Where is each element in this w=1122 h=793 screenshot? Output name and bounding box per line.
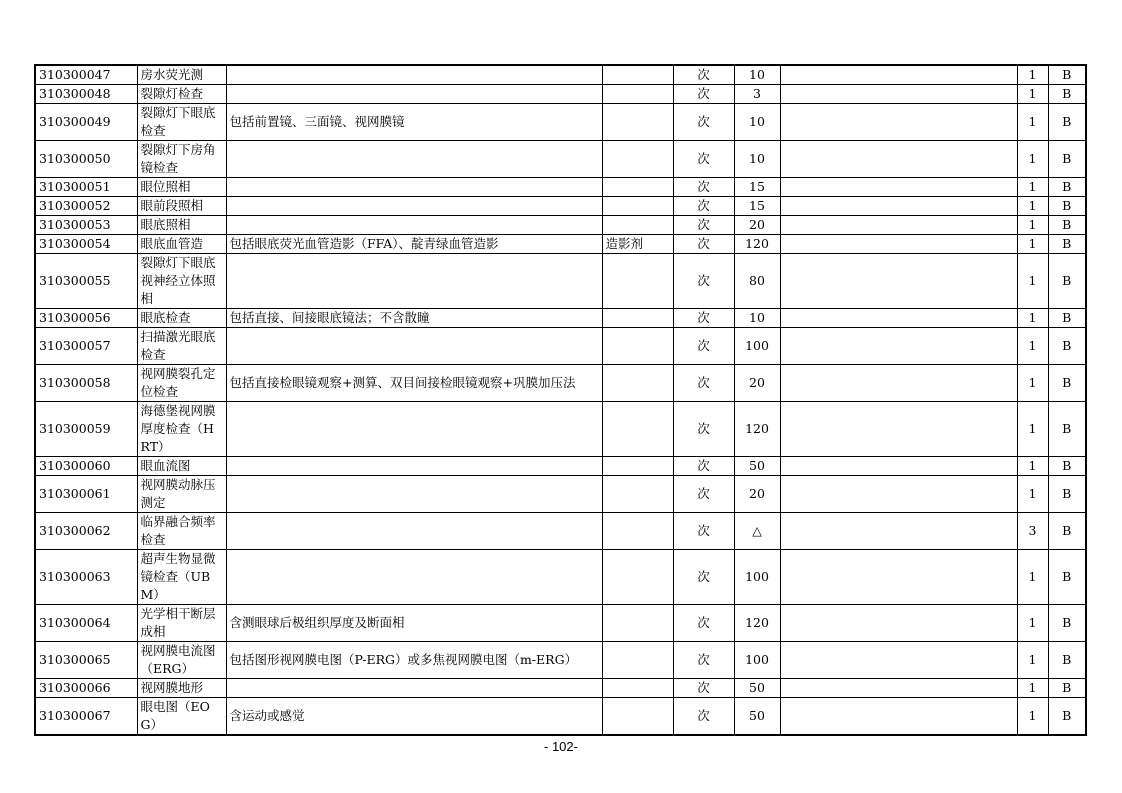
price-cell: 10 (734, 104, 780, 141)
note-cell (780, 476, 1017, 513)
item-name-cell: 眼底血管造 (137, 235, 226, 254)
excluded-content-cell (602, 402, 673, 457)
excluded-content-cell (602, 550, 673, 605)
item-name-cell: 裂隙灯下房角镜检查 (137, 141, 226, 178)
table-row (35, 104, 1086, 141)
note-cell (780, 679, 1017, 698)
unit-cell: 次 (673, 141, 734, 178)
price-cell: 20 (734, 365, 780, 402)
table-row (35, 476, 1086, 513)
item-code-cell: 310300060 (35, 457, 137, 476)
note-cell (780, 365, 1017, 402)
excluded-content-cell (602, 197, 673, 216)
grade-cell: B (1048, 197, 1086, 216)
quantity-cell: 1 (1017, 642, 1048, 679)
price-cell: 10 (734, 141, 780, 178)
item-content-cell (226, 197, 602, 216)
table-row (35, 679, 1086, 698)
note-cell (780, 642, 1017, 679)
table-row (35, 365, 1086, 402)
item-name-cell: 视网膜地形 (137, 679, 226, 698)
note-cell (780, 550, 1017, 605)
unit-cell: 次 (673, 605, 734, 642)
grade-cell: B (1048, 679, 1086, 698)
item-code-cell: 310300064 (35, 605, 137, 642)
item-name-cell: 扫描激光眼底检查 (137, 328, 226, 365)
note-cell (780, 457, 1017, 476)
item-content-cell (226, 679, 602, 698)
table-row (35, 197, 1086, 216)
table-row (35, 235, 1086, 254)
item-content-cell (226, 65, 602, 85)
item-content-cell: 含测眼球后极组织厚度及断面相 (226, 605, 602, 642)
excluded-content-cell (602, 476, 673, 513)
grade-cell: B (1048, 216, 1086, 235)
quantity-cell: 1 (1017, 178, 1048, 197)
item-content-cell (226, 328, 602, 365)
quantity-cell: 1 (1017, 402, 1048, 457)
price-cell: 120 (734, 605, 780, 642)
excluded-content-cell (602, 141, 673, 178)
table-row (35, 698, 1086, 736)
quantity-cell: 1 (1017, 550, 1048, 605)
item-name-cell: 裂隙灯下眼底视神经立体照相 (137, 254, 226, 309)
quantity-cell: 1 (1017, 679, 1048, 698)
item-content-cell: 含运动或感觉 (226, 698, 602, 736)
table-row (35, 216, 1086, 235)
item-content-cell (226, 550, 602, 605)
grade-cell: B (1048, 457, 1086, 476)
item-code-cell: 310300049 (35, 104, 137, 141)
note-cell (780, 235, 1017, 254)
item-name-cell: 眼前段照相 (137, 197, 226, 216)
item-content-cell: 包括直接检眼镜观察+测算、双目间接检眼镜观察+巩膜加压法 (226, 365, 602, 402)
item-name-cell: 眼底检查 (137, 309, 226, 328)
table-row (35, 65, 1086, 85)
fee-schedule-table (34, 64, 1087, 736)
quantity-cell: 1 (1017, 85, 1048, 104)
quantity-cell: 1 (1017, 309, 1048, 328)
price-cell: 15 (734, 197, 780, 216)
grade-cell: B (1048, 402, 1086, 457)
quantity-cell: 1 (1017, 235, 1048, 254)
grade-cell: B (1048, 365, 1086, 402)
item-code-cell: 310300056 (35, 309, 137, 328)
quantity-cell: 1 (1017, 65, 1048, 85)
price-cell: 100 (734, 642, 780, 679)
unit-cell: 次 (673, 254, 734, 309)
table-row (35, 642, 1086, 679)
grade-cell: B (1048, 328, 1086, 365)
grade-cell: B (1048, 254, 1086, 309)
item-content-cell (226, 85, 602, 104)
item-name-cell: 光学相干断层成相 (137, 605, 226, 642)
unit-cell: 次 (673, 309, 734, 328)
unit-cell: 次 (673, 550, 734, 605)
table-row (35, 402, 1086, 457)
excluded-content-cell (602, 254, 673, 309)
grade-cell: B (1048, 104, 1086, 141)
item-name-cell: 视网膜动脉压测定 (137, 476, 226, 513)
price-cell: 20 (734, 476, 780, 513)
quantity-cell: 1 (1017, 254, 1048, 309)
excluded-content-cell (602, 513, 673, 550)
item-content-cell (226, 476, 602, 513)
item-name-cell: 临界融合频率检查 (137, 513, 226, 550)
quantity-cell: 1 (1017, 605, 1048, 642)
item-name-cell: 眼血流图 (137, 457, 226, 476)
price-cell: 50 (734, 679, 780, 698)
item-content-cell (226, 254, 602, 309)
item-code-cell: 310300065 (35, 642, 137, 679)
table-row (35, 550, 1086, 605)
excluded-content-cell (602, 85, 673, 104)
table-row (35, 254, 1086, 309)
quantity-cell: 1 (1017, 104, 1048, 141)
quantity-cell: 1 (1017, 141, 1048, 178)
item-code-cell: 310300058 (35, 365, 137, 402)
item-code-cell: 310300051 (35, 178, 137, 197)
price-cell: 20 (734, 216, 780, 235)
quantity-cell: 1 (1017, 216, 1048, 235)
item-name-cell: 视网膜裂孔定位检查 (137, 365, 226, 402)
price-cell: 50 (734, 698, 780, 736)
unit-cell: 次 (673, 104, 734, 141)
item-content-cell (226, 216, 602, 235)
note-cell (780, 254, 1017, 309)
item-content-cell (226, 402, 602, 457)
item-code-cell: 310300059 (35, 402, 137, 457)
note-cell (780, 513, 1017, 550)
grade-cell: B (1048, 235, 1086, 254)
grade-cell: B (1048, 65, 1086, 85)
item-name-cell: 超声生物显微镜检查（UBM） (137, 550, 226, 605)
excluded-content-cell (602, 605, 673, 642)
unit-cell: 次 (673, 642, 734, 679)
item-code-cell: 310300062 (35, 513, 137, 550)
table-row (35, 178, 1086, 197)
unit-cell: 次 (673, 679, 734, 698)
price-cell: 100 (734, 550, 780, 605)
price-cell: △ (734, 513, 780, 550)
excluded-content-cell (602, 309, 673, 328)
excluded-content-cell (602, 104, 673, 141)
excluded-content-cell (602, 65, 673, 85)
unit-cell: 次 (673, 328, 734, 365)
price-cell: 50 (734, 457, 780, 476)
item-name-cell: 眼位照相 (137, 178, 226, 197)
grade-cell: B (1048, 85, 1086, 104)
unit-cell: 次 (673, 235, 734, 254)
excluded-content-cell: 造影剂 (602, 235, 673, 254)
item-content-cell (226, 513, 602, 550)
item-name-cell: 房水荧光测 (137, 65, 226, 85)
note-cell (780, 605, 1017, 642)
price-cell: 120 (734, 235, 780, 254)
item-name-cell: 海德堡视网膜厚度检查（HRT） (137, 402, 226, 457)
unit-cell: 次 (673, 513, 734, 550)
quantity-cell: 1 (1017, 328, 1048, 365)
note-cell (780, 402, 1017, 457)
table-row (35, 457, 1086, 476)
grade-cell: B (1048, 642, 1086, 679)
grade-cell: B (1048, 698, 1086, 736)
item-code-cell: 310300054 (35, 235, 137, 254)
excluded-content-cell (602, 365, 673, 402)
note-cell (780, 65, 1017, 85)
excluded-content-cell (602, 679, 673, 698)
item-name-cell: 眼电图（EOG） (137, 698, 226, 736)
note-cell (780, 141, 1017, 178)
item-content-cell: 包括前置镜、三面镜、视网膜镜 (226, 104, 602, 141)
item-name-cell: 视网膜电流图（ERG） (137, 642, 226, 679)
item-content-cell (226, 457, 602, 476)
item-code-cell: 310300067 (35, 698, 137, 736)
item-code-cell: 310300053 (35, 216, 137, 235)
note-cell (780, 104, 1017, 141)
item-code-cell: 310300047 (35, 65, 137, 85)
grade-cell: B (1048, 178, 1086, 197)
grade-cell: B (1048, 309, 1086, 328)
quantity-cell: 1 (1017, 365, 1048, 402)
item-content-cell: 包括直接、间接眼底镜法；不含散瞳 (226, 309, 602, 328)
unit-cell: 次 (673, 365, 734, 402)
table-row (35, 605, 1086, 642)
table-row (35, 513, 1086, 550)
price-cell: 3 (734, 85, 780, 104)
item-content-cell: 包括图形视网膜电图（P-ERG）或多焦视网膜电图（m-ERG） (226, 642, 602, 679)
unit-cell: 次 (673, 197, 734, 216)
note-cell (780, 216, 1017, 235)
price-cell: 100 (734, 328, 780, 365)
item-name-cell: 裂隙灯检查 (137, 85, 226, 104)
item-code-cell: 310300048 (35, 85, 137, 104)
item-content-cell: 包括眼底荧光血管造影（FFA）、靛青绿血管造影 (226, 235, 602, 254)
note-cell (780, 328, 1017, 365)
grade-cell: B (1048, 513, 1086, 550)
quantity-cell: 1 (1017, 698, 1048, 736)
price-cell: 80 (734, 254, 780, 309)
grade-cell: B (1048, 476, 1086, 513)
excluded-content-cell (602, 328, 673, 365)
unit-cell: 次 (673, 216, 734, 235)
unit-cell: 次 (673, 178, 734, 197)
page-number: - 102- (544, 739, 578, 754)
note-cell (780, 178, 1017, 197)
grade-cell: B (1048, 550, 1086, 605)
item-code-cell: 310300066 (35, 679, 137, 698)
quantity-cell: 1 (1017, 197, 1048, 216)
table-row (35, 85, 1086, 104)
excluded-content-cell (602, 698, 673, 736)
unit-cell: 次 (673, 476, 734, 513)
item-code-cell: 310300052 (35, 197, 137, 216)
excluded-content-cell (602, 642, 673, 679)
item-code-cell: 310300050 (35, 141, 137, 178)
unit-cell: 次 (673, 85, 734, 104)
table-row (35, 309, 1086, 328)
item-content-cell (226, 178, 602, 197)
price-cell: 10 (734, 65, 780, 85)
item-content-cell (226, 141, 602, 178)
price-cell: 10 (734, 309, 780, 328)
quantity-cell: 1 (1017, 457, 1048, 476)
item-code-cell: 310300055 (35, 254, 137, 309)
item-name-cell: 眼底照相 (137, 216, 226, 235)
unit-cell: 次 (673, 65, 734, 85)
quantity-cell: 1 (1017, 476, 1048, 513)
note-cell (780, 197, 1017, 216)
note-cell (780, 698, 1017, 736)
item-code-cell: 310300063 (35, 550, 137, 605)
unit-cell: 次 (673, 457, 734, 476)
price-cell: 120 (734, 402, 780, 457)
item-code-cell: 310300061 (35, 476, 137, 513)
unit-cell: 次 (673, 402, 734, 457)
price-cell: 15 (734, 178, 780, 197)
quantity-cell: 3 (1017, 513, 1048, 550)
excluded-content-cell (602, 216, 673, 235)
table-body (35, 65, 1086, 735)
item-name-cell: 裂隙灯下眼底检查 (137, 104, 226, 141)
unit-cell: 次 (673, 698, 734, 736)
table-row (35, 328, 1086, 365)
item-code-cell: 310300057 (35, 328, 137, 365)
note-cell (780, 85, 1017, 104)
table-row (35, 141, 1086, 178)
excluded-content-cell (602, 457, 673, 476)
grade-cell: B (1048, 605, 1086, 642)
grade-cell: B (1048, 141, 1086, 178)
note-cell (780, 309, 1017, 328)
excluded-content-cell (602, 178, 673, 197)
